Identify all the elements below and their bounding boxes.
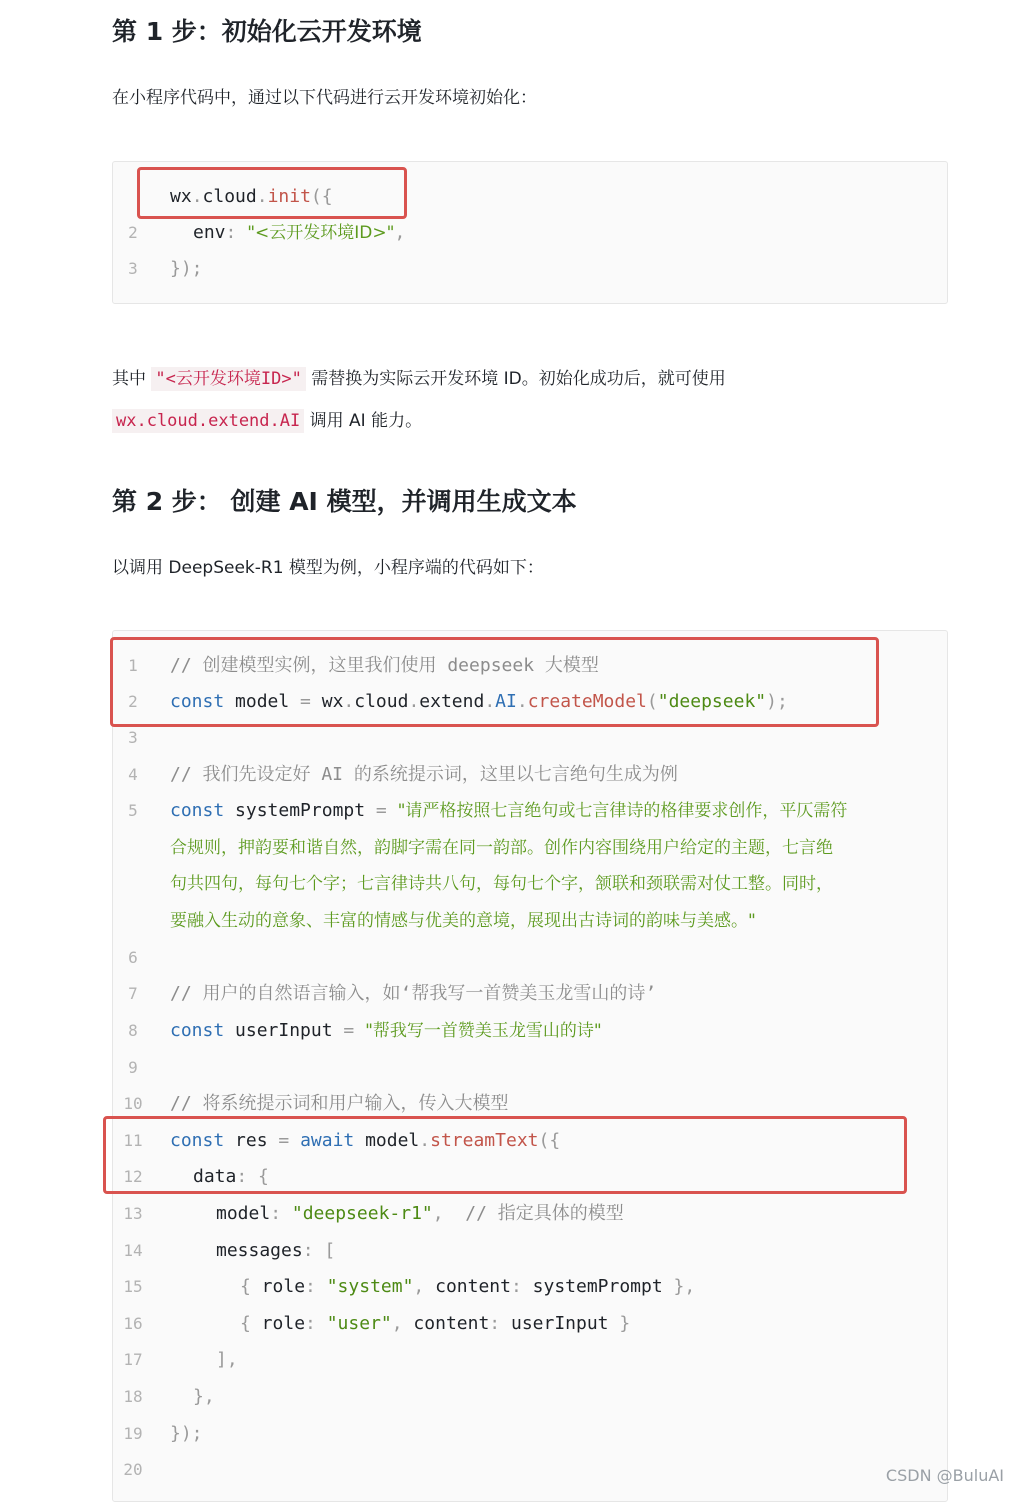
line-number: 13 [123,1204,143,1223]
note-text-1: 需替换为实际云开发环境 ID。初始化成功后，就可使用 [311,369,726,389]
code-text: data: { [193,1166,269,1187]
code-text: }, [193,1386,215,1407]
code-line [113,1379,947,1415]
highlight-box-init [137,167,407,219]
line-number: 7 [128,984,138,1003]
code-text: // 将系统提示词和用户输入，传入大模型 [170,1093,509,1114]
code-block-model [112,630,948,1502]
code-text: const model = wx.cloud.extend.AI.createModel("deepseek"); [170,691,788,712]
code-line [113,866,947,902]
code-text: { role: "user", content: userInput } [240,1313,631,1334]
code-text: ], [216,1349,238,1370]
note-text-2: 调用 AI 能力。 [309,411,423,431]
code-line [113,1233,947,1269]
line-number: 6 [128,948,138,967]
line-number: 8 [128,1021,138,1040]
code-line [113,251,947,287]
step1-title: 第 1 步：初始化云开发环境 [112,17,422,46]
code-text: const userInput = "帮我写一首赞美玉龙雪山的诗" [170,1020,602,1041]
line-number: 19 [123,1424,143,1443]
line-number: 1 [128,656,138,675]
line-number: 4 [128,765,138,784]
line-number: 14 [123,1241,143,1260]
note-prefix: 其中 [112,369,146,389]
code-line [113,757,947,793]
line-number: 11 [123,1131,143,1150]
line-number: 5 [128,801,138,820]
step1-description: 在小程序代码中，通过以下代码进行云开发环境初始化： [112,88,537,108]
line-number: 3 [128,728,138,747]
code-text: 句共四句，每句七个字；七言律诗共八句，每句七个字，颔联和颈联需对仗工整。同时， [170,874,833,894]
highlight-box-create-model [110,637,879,727]
code-text: // 创建模型实例，这里我们使用 deepseek 大模型 [170,655,599,676]
code-text: const res = await model.streamText({ [170,1130,561,1151]
code-line [113,1306,947,1342]
code-line [113,793,947,829]
code-line [113,1416,947,1452]
code-line [113,1452,947,1488]
line-number: 15 [123,1277,143,1296]
step2-description: 以调用 DeepSeek-R1 模型为例，小程序端的代码如下： [112,558,544,578]
code-line [113,940,947,976]
code-text: 要融入生动的意象、丰富的情感与优美的意境，展现出古诗词的韵味与美感。" [170,911,756,931]
inline-code-ai: wx.cloud.extend.AI [112,409,304,433]
code-line [113,1196,947,1232]
code-text: messages: [ [216,1240,336,1261]
code-line [113,830,947,866]
line-number: 3 [128,259,138,278]
line-number: 20 [123,1460,143,1479]
line-number: 12 [123,1167,143,1186]
code-line [113,1342,947,1378]
watermark: CSDN @BuluAI [885,1466,1004,1485]
note-line-1 [112,364,726,389]
code-line [113,903,947,939]
line-number: 2 [128,692,138,711]
code-text: 合规则，押韵要和谐自然，韵脚字需在同一韵部。创作内容围绕用户给定的主题，七言绝 [170,838,833,858]
code-line [113,1013,947,1049]
inline-code-env-id: "<云开发环境ID>" [151,367,305,391]
note-line-2 [112,406,422,431]
step2-title: 第 2 步： 创建 AI 模型，并调用生成文本 [112,487,577,516]
code-line [113,976,947,1012]
code-text: }); [170,1423,203,1444]
line-number: 9 [128,1058,138,1077]
line-number: 17 [123,1350,143,1369]
line-number: 2 [128,223,138,242]
line-number: 18 [123,1387,143,1406]
code-text: }); [170,258,203,279]
line-number: 10 [123,1094,143,1113]
code-line [113,1050,947,1086]
code-text: // 我们先设定好 AI 的系统提示词，这里以七言绝句生成为例 [170,764,678,785]
code-text: const systemPrompt = "请严格按照七言绝句或七言律诗的格律要求创作，平仄需符 [170,800,848,821]
code-line [113,215,947,251]
code-text: wx.cloud.init({ [170,186,333,207]
code-text: { role: "system", content: systemPrompt }, [240,1276,696,1297]
code-text: // 用户的自然语言输入，如‘帮我写一首赞美玉龙雪山的诗’ [170,983,657,1004]
code-line [113,1269,947,1305]
line-number: 16 [123,1314,143,1333]
highlight-box-stream-text [103,1116,907,1194]
code-text: model: "deepseek-r1", // 指定具体的模型 [216,1203,624,1224]
code-text: env: "<云开发环境ID>", [193,222,406,243]
